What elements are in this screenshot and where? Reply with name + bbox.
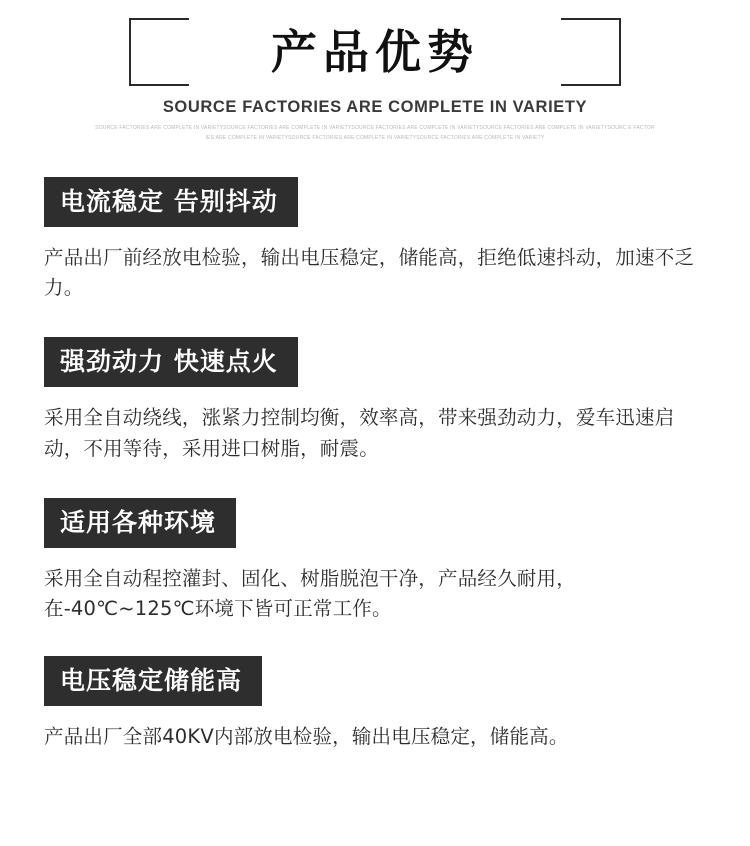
advantage-sections	[0, 177, 750, 753]
advantage-item	[44, 177, 706, 303]
spacer	[44, 317, 706, 337]
advantage-title: 电压稳定储能高	[44, 656, 262, 706]
title-frame	[129, 18, 621, 86]
advantage-title: 强劲动力 快速点火	[44, 337, 298, 387]
spacer	[44, 478, 706, 498]
advantage-item	[44, 656, 706, 752]
decorative-microtext: SOURCE FACTORIES ARE COMPLETE IN VARIETYSOURCE FACTORIES ARE COMPLETE IN VARIETYSOURCE FACTORIES ARE COMPLETE IN VARIETYSOURCE FACTORIES ARE COMPLETE IN VARIETYSOURC E FACTORIES ARE COMPLETE IN VARIETYSOURCE FACTORIES ARE COMPLETE IN VARIETYSOURCE FACTORIES ARE COMPLETE IN VARIETY	[95, 125, 655, 141]
page-subtitle: SOURCE FACTORIES ARE COMPLETE IN VARIETY	[162, 98, 588, 116]
advantage-description: 采用全自动绕线，涨紧力控制均衡，效率高，带来强劲动力，爱车迅速启动，不用等待，采用进口树脂，耐震。	[44, 406, 675, 460]
spacer	[44, 636, 706, 656]
page-header	[0, 0, 750, 143]
advantage-description: 采用全自动程控灌封、固化、树脂脱泡干净，产品经久耐用，在-40℃~125℃环境下皆可正常工作。	[44, 566, 576, 621]
advantage-title: 适用各种环境	[44, 498, 236, 548]
advantage-item	[44, 337, 706, 463]
advantage-title: 电流稳定 告别抖动	[44, 177, 298, 227]
page-title: 产品优势	[257, 29, 493, 75]
advantage-description: 产品出厂前经放电检验，输出电压稳定，储能高，拒绝低速抖动，加速不乏力。	[44, 246, 695, 300]
advantage-item	[44, 498, 706, 624]
advantage-description: 产品出厂全部40KV内部放电检验，输出电压稳定，储能高。	[44, 725, 569, 749]
